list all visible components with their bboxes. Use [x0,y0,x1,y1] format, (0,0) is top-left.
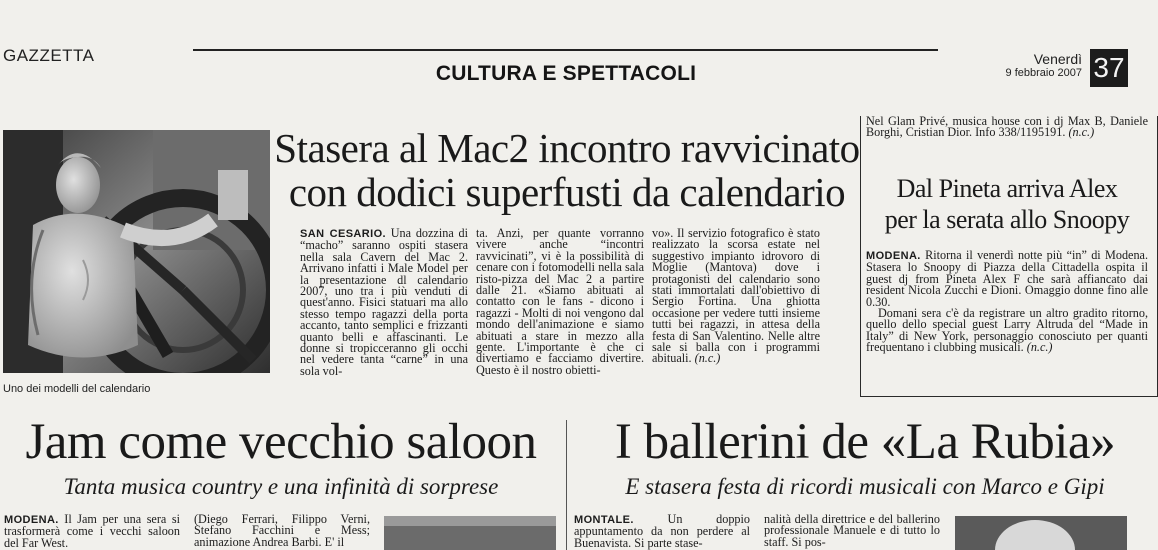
photo-caption: Uno dei modelli del calendario [3,383,151,395]
rubia-column-1 [574,514,750,550]
jam-headline: Jam come vecchio saloon [25,414,537,470]
mac2-col1-text: Una dozzina di “macho” saranno ospiti stasera nella sala Cavern del Mac 2. Arrivano infatti i Male Model per la presentazione dl calendario 2007, uno tra i più venduti di quest'anno. Fisici statuari ma allo stesso tempo ragazzi della porta accanto, tanto semplici e frizzanti quanto belli e affascinanti. Le donne si tropicceranno gli occhi nel vedere tanta “carne” in una sola vol- [300,228,468,378]
snoopy-headline-line2: per la serata allo Snoopy [884,205,1130,234]
jam-col2-text: (Diego Ferrari, Filippo Verni, Stefano Facchini e Mess; animazione Andrea Barbi. E' il [194,514,370,549]
snoopy-body [866,250,1148,392]
mac2-col2-text: ta. Anzi, per quante vorranno vivere anche “incontri ravvicinati”, vi è la possibilità di cenare con i fotomodelli nella sala risto-pizza del Mac 2 a partire dalle 21. «Siamo abituati al contatto con le fans - dicono i ragazzi - Molti di noi vengono dal mondo dell'animazione e siamo abituati a stare in mezzo alla gente. L'importante è che ci divertiamo e facciamo divertire. Questo è il nostro obietti- [476,228,644,377]
mac2-col3-text: vo». Il servizio fotografico è stato realizzato la scorsa estate nel suggestivo impianto idrovoro di Moglie (Mantova) dove i protagonisti del calendario sono stati immortalati dall'obiettivo di Sergio Fortina. Una ghiotta occasione per vedere tutti insieme tutti bei ragazzi, in attesa della festa di San Valentino. Nelle altre sale si balla con i programmi abituali. [652,228,820,366]
rubia-headline: I ballerini de «La Rubia» [614,414,1116,470]
mac2-column-3 [652,228,820,400]
rubia-column-2 [764,514,940,550]
jam-subheadline: Tanta musica country e una infinità di sorprese [63,474,499,499]
snoopy-headline-line1: Dal Pineta arriva Alex [896,174,1118,203]
calendar-model-illustration [3,130,270,373]
jam-column-2 [194,514,370,550]
mac2-signature: (n.c.) [694,351,721,366]
snoopy-lead: MODENA. [866,250,921,262]
jam-lead: MODENA. [4,514,59,526]
header-rule [193,49,938,51]
mac2-column-1 [300,228,468,400]
mac2-column-2 [476,228,644,400]
mac2-headline-line2: con dodici superfusti da calendario [288,169,846,215]
rubia-col1-text: Un doppio appuntamento da non perdere al Buenavista. Si parte stase- [574,514,750,550]
glam-prive-body: Nel Glam Privé, musica house con i dj Max B, Daniele Borghi, Cristian Dior. Info 338/1195191. [866,116,1148,140]
rubia-col2-text: nalità della direttrice e del ballerino professionale Manuele e di tutto lo staff. Si pos- [764,514,940,549]
rubia-photo [955,516,1127,550]
jam-column-1 [4,514,180,550]
section-title: CULTURA E SPETTACOLI [435,62,697,85]
jam-col1-text: Il Jam per una sera si trasformerà come i vecchi saloon del Far West. [4,514,180,550]
mac2-lead: SAN CESARIO. [300,228,386,240]
snoopy-body-1: Ritorna il venerdì notte più “in” di Modena. Stasera lo Snoopy di Piazza della Cittadella ospita il guest dj from Pineta Alex F che sarà affiancato dai resident Nicola Zucchi e Dioni. Omaggio donne fino alle 0.30. [866,250,1148,309]
calendar-model-photo [3,130,270,373]
column-divider [566,420,567,550]
rubia-lead: MONTALE. [574,514,634,526]
mac2-headline-line1: Stasera al Mac2 incontro ravvicinato [274,125,860,171]
snoopy-body-2: Domani sera c'è da registrare un altro gradito ritorno, quello dello special guest Larry Altruda del “Made in Italy” di New York, personaggio conosciuto per quanti frequentano i clubbing musicali. [866,306,1148,355]
glam-prive-text [866,116,1148,154]
header-date: 9 febbraio 2007 [1005,67,1082,79]
page-number: 37 [1090,49,1128,87]
jam-photo [384,516,556,550]
glam-prive-signature: (n.c.) [1068,125,1095,140]
rubia-subheadline: E stasera festa di ricordi musicali con Marco e Gipi [625,474,1105,499]
snoopy-signature: (n.c.) [1026,340,1053,355]
paper-name: GAZZETTA [3,46,95,65]
header-day: Venerdì [1033,51,1082,67]
